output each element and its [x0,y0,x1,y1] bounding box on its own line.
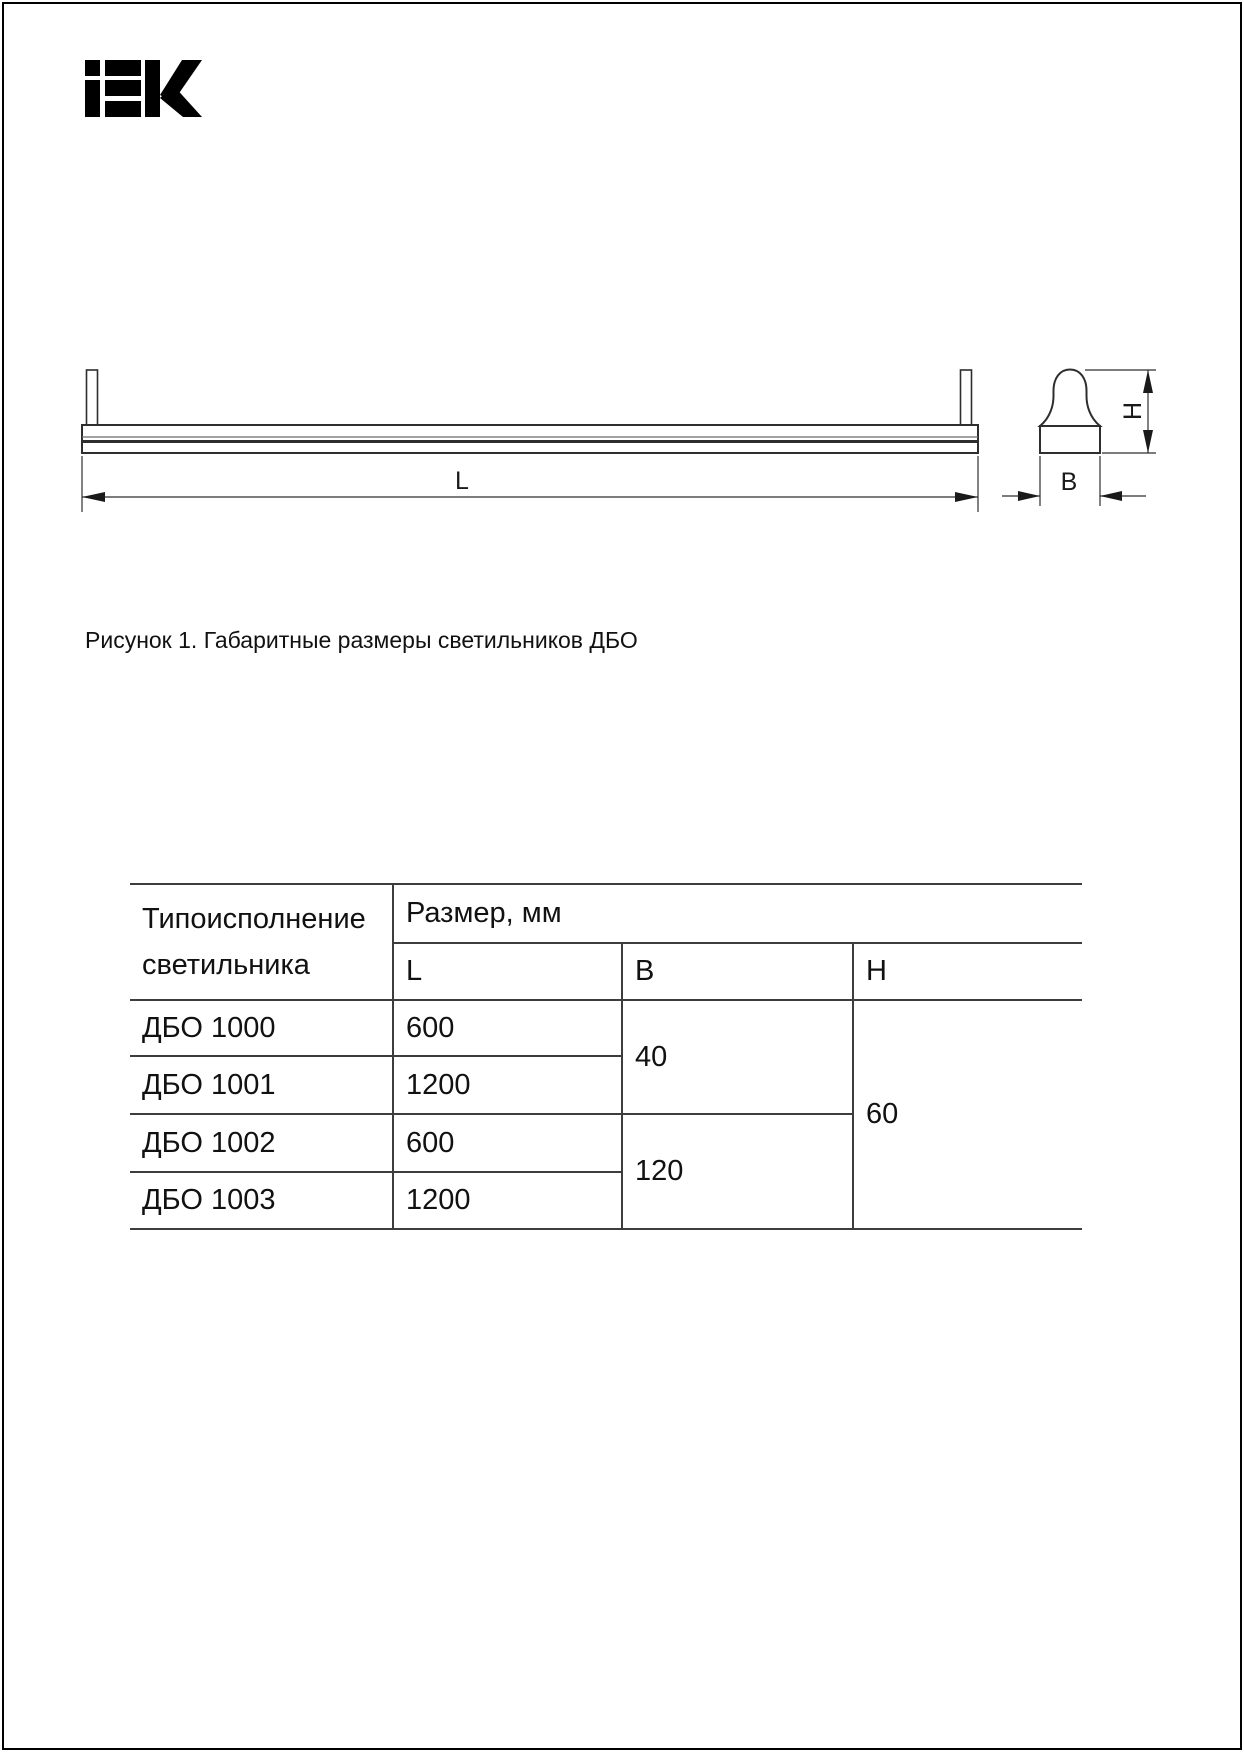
figure-caption: Рисунок 1. Габаритные размеры светильников ДБО [85,627,638,653]
front-view-body [82,425,978,453]
front-view-right-pin [961,370,972,425]
table-header-size: Размер, мм [393,884,1082,943]
dimensions-table [130,883,1082,1230]
cell-model: ДБО 1003 [130,1172,393,1229]
b-arrowhead-left [1018,491,1040,501]
cell-h: 60 [853,1000,1082,1229]
cell-b: 40 [622,1000,853,1114]
cell-model: ДБО 1000 [130,1000,393,1056]
h-arrowhead-top [1143,370,1153,393]
column-header-h: H [853,943,1082,1000]
table-header-type [130,884,393,1000]
cell-l: 1200 [393,1056,622,1114]
cell-l: 600 [393,1114,622,1172]
l-arrowhead-left [82,492,105,502]
front-view-left-pin [87,370,98,425]
column-header-b: B [622,943,853,1000]
cell-model: ДБО 1002 [130,1114,393,1172]
table-row [130,1000,1082,1056]
b-arrowhead-right [1100,491,1122,501]
cell-l: 600 [393,1000,622,1056]
dimension-label-b: B [1060,468,1078,496]
table-header-type-line2: светильника [142,949,310,981]
luminaire-dimension-drawing [0,0,1244,560]
cell-l: 1200 [393,1172,622,1229]
dimension-label-h: H [1119,401,1147,421]
h-arrowhead-bottom [1143,430,1153,453]
l-arrowhead-right [955,492,978,502]
cell-model: ДБО 1001 [130,1056,393,1114]
dimension-label-l: L [455,467,469,495]
side-view-base [1040,426,1100,453]
table-header-type-line1: Типоисполнение [142,902,366,935]
side-view-tube-profile [1040,370,1100,427]
column-header-l: L [393,943,622,1000]
cell-b: 120 [622,1114,853,1229]
